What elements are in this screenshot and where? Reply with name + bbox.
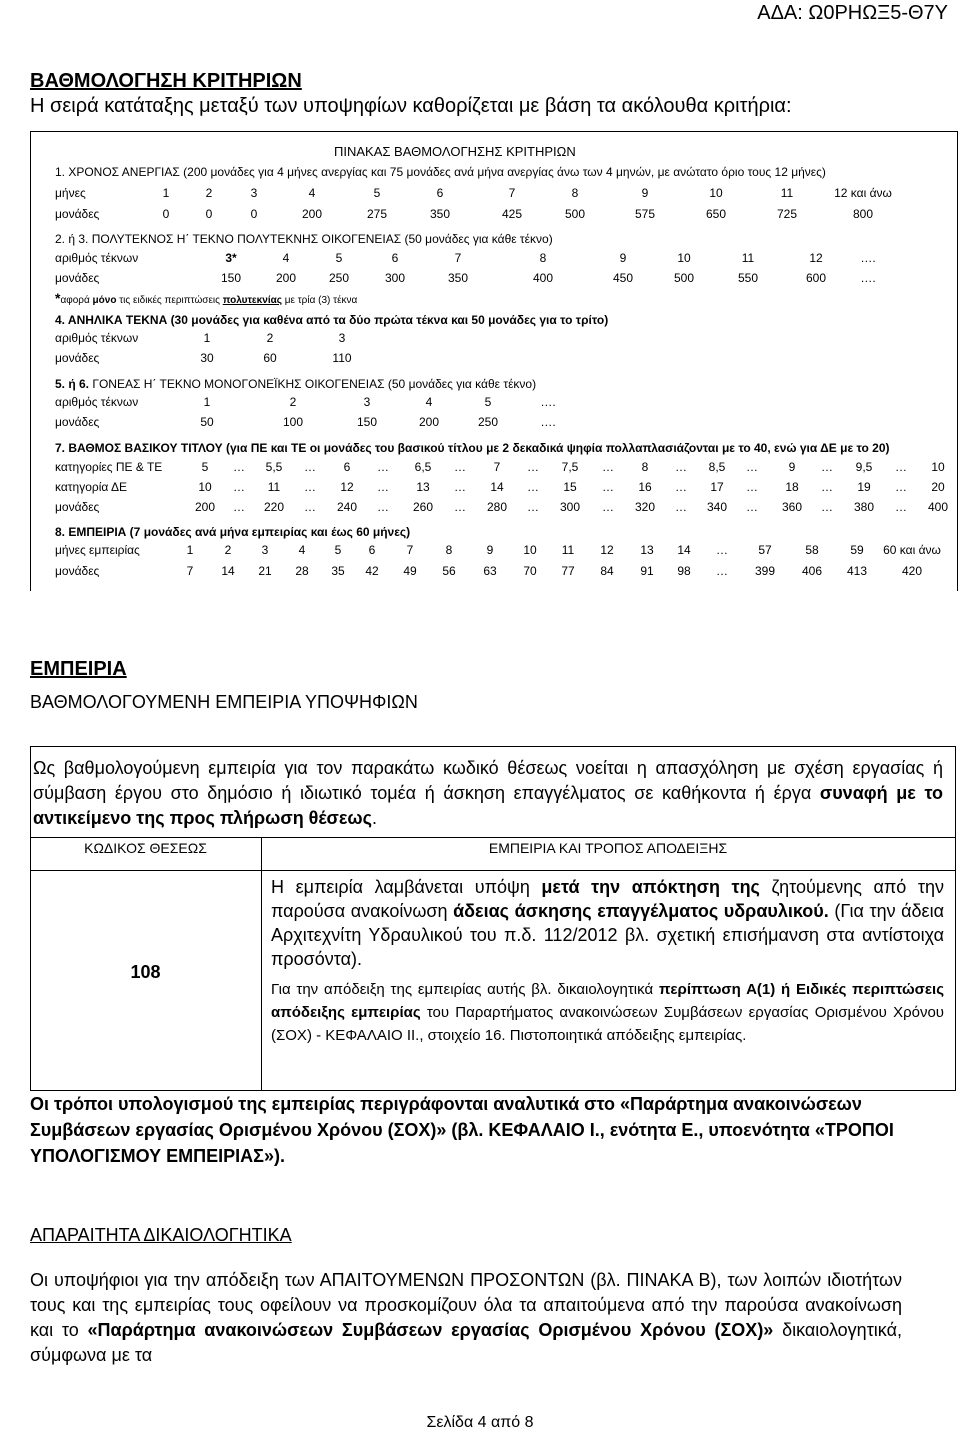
table-cell: 3: [363, 395, 371, 409]
table-cell: 60: [263, 351, 277, 365]
table-cell: 16: [638, 480, 652, 494]
experience-months-label: μήνες εμπειρίας: [55, 543, 140, 557]
table-cell: ….: [860, 251, 876, 265]
table-cell: 600: [805, 271, 827, 285]
table-cell: 350: [447, 271, 469, 285]
note-b: μόνο: [92, 295, 117, 306]
table-cell: 380: [853, 500, 875, 514]
p2-a: Για την απόδειξη της εμπειρίας αυτής βλ. δικαιολογητικά: [271, 981, 659, 998]
table-cell: 5: [201, 460, 209, 474]
unemployment-months-label: μήνες: [55, 186, 86, 200]
table-cell: 12: [600, 543, 614, 557]
table-cell: ….: [540, 415, 556, 429]
table-cell: 59: [850, 543, 864, 557]
table-cell: 2: [205, 186, 213, 200]
table-cell: 10: [198, 480, 212, 494]
table-cell: 150: [356, 415, 378, 429]
position-code: 108: [130, 962, 161, 982]
table-cell: 9: [619, 251, 627, 265]
table-cell: 30: [200, 351, 214, 365]
page-number: Σελίδα 4 από 8: [426, 1414, 534, 1431]
table-cell: …: [746, 460, 758, 474]
minor-children-title: 4. ΑΝΗΛΙΚΑ ΤΕΚΝΑ (30 μονάδες για καθένα από τα δύο πρώτα τέκνα και 50 μονάδες για το τρίτο): [55, 313, 609, 327]
table-cell: 10: [677, 251, 691, 265]
table-cell: …: [675, 480, 687, 494]
scoring-title: ΒΑΘΜΟΛΟΓΗΣΗ ΚΡΙΤΗΡΙΩΝ: [30, 70, 302, 92]
experience-condition: [271, 875, 944, 971]
table-cell: …: [716, 543, 728, 557]
table-cell: 280: [486, 500, 508, 514]
table-cell: …: [233, 480, 245, 494]
table-cell: 11: [267, 480, 281, 494]
table-cell: 650: [705, 207, 727, 221]
table-cell: 1: [162, 186, 170, 200]
table-cell: 42: [365, 564, 379, 578]
table-cell: 60 και άνω: [883, 543, 941, 557]
table-cell: 12 και άνω: [834, 186, 892, 200]
large-family-note: [55, 290, 357, 306]
table-cell: 500: [673, 271, 695, 285]
table-cell: 360: [781, 500, 803, 514]
table-cell: 420: [901, 564, 923, 578]
table-cell: 550: [737, 271, 759, 285]
note-d: πολυτεκνίας: [222, 295, 282, 306]
table-cell: …: [602, 480, 614, 494]
table-cell: 800: [852, 207, 874, 221]
table-cell: …: [304, 480, 316, 494]
single-parent-title-prefix: 5. ή 6.: [55, 377, 90, 391]
table-cell: …: [377, 460, 389, 474]
large-family-title: 2. ή 3. ΠΟΛΥΤΕΚΝΟΣ Η΄ ΤΕΚΝΟ ΠΟΛΥΤΕΚΝΗΣ ΟΙΚΟΓΕΝΕΙΑΣ (50 μονάδες για κάθε τέκνο): [55, 232, 553, 246]
table-cell: …: [675, 460, 687, 474]
table-cell: …: [454, 500, 466, 514]
table-cell: 6: [343, 460, 351, 474]
table-cell: 100: [282, 415, 304, 429]
table-cell: 17: [710, 480, 724, 494]
p1-a: Η εμπειρία λαμβάνεται υπόψη: [271, 877, 542, 897]
documents-text: [30, 1268, 902, 1368]
table-cell: 21: [258, 564, 272, 578]
table-cell: …: [377, 500, 389, 514]
single-parent-points-label: μονάδες: [55, 415, 100, 429]
table-cell: 2: [266, 331, 274, 345]
table-cell: 340: [706, 500, 728, 514]
documents-a: Οι υποψήφιοι για την απόδειξη των ΑΠΑΙΤΟΥΜΕΝΩΝ ΠΡΟΣΟΝΤΩΝ (βλ. ΠΙΝΑΚΑ Β), των λοιπών ιδιοτήτων τους και της εμπειρίας τους οφείλουν να προσκομίζουν όλα τα απαιτούμενα από την παρούσα ανακοίνωση και το: [30, 1270, 902, 1340]
table-cell: 0: [250, 207, 258, 221]
table-cell: 725: [776, 207, 798, 221]
experience-proof: [271, 978, 944, 1047]
table-cell: 575: [634, 207, 656, 221]
table-cell: ….: [540, 395, 556, 409]
table-cell: 58: [805, 543, 819, 557]
p1-b: μετά την απόκτηση της: [541, 877, 760, 897]
degree-grade-title: 7. ΒΑΘΜΟΣ ΒΑΣΙΚΟΥ ΤΙΤΛΟΥ (για ΠΕ και ΤΕ οι μονάδες του βασικού τίτλου με 2 δεκαδικά ψηφία πολλαπλασιάζονται με το 40, ενώ για ΔΕ με το 20): [55, 441, 890, 455]
p1-e: (Για την άδεια Αρχιτεχνίτη Υδραυλικού του π.δ. 112/2012 βλ. σχετική επισήμανση στα αντίστοιχα προσόντα).: [271, 901, 944, 969]
table-cell: 5,5: [265, 460, 283, 474]
table-cell: 260: [412, 500, 434, 514]
table-cell: 4: [282, 251, 290, 265]
document-code: ΑΔΑ: Ω0ΡΗΩΞ5-Θ7Υ: [757, 2, 948, 24]
table-cell: 98: [677, 564, 691, 578]
table-cell: 11: [780, 186, 794, 200]
table-cell: 7,5: [561, 460, 579, 474]
table-cell: 3: [250, 186, 258, 200]
table-cell: 13: [416, 480, 430, 494]
table-cell: 5: [334, 543, 342, 557]
table-cell: 11: [741, 251, 755, 265]
table-cell: 2: [224, 543, 232, 557]
table-cell: 250: [328, 271, 350, 285]
table-cell: 57: [758, 543, 772, 557]
table-cell: 350: [429, 207, 451, 221]
unemployment-title: 1. ΧΡΟΝΟΣ ΑΝΕΡΓΙΑΣ (200 μονάδες για 4 μήνες ανεργίας και 75 μονάδες ανά μήνα ανεργίας άνω των 4 μηνών, με ανώτατο όριο τους 12 μήνες): [55, 165, 826, 179]
experience-score-title: 8. ΕΜΠΕΙΡΙΑ (7 μονάδες ανά μήνα εμπειρίας και έως 60 μήνες): [55, 525, 411, 539]
table-cell: 14: [677, 543, 691, 557]
scoring-intro: Η σειρά κατάταξης μεταξύ των υποψηφίων καθορίζεται με βάση τα ακόλουθα κριτήρια:: [30, 95, 792, 117]
table-cell: 406: [801, 564, 823, 578]
table-cell: 3: [261, 543, 269, 557]
table-cell: 9: [788, 460, 796, 474]
degree-points-label: μονάδες: [55, 500, 100, 514]
table-cell: 3: [338, 331, 346, 345]
table-cell: 250: [477, 415, 499, 429]
table-cell: 1: [203, 331, 211, 345]
p1-d: άδειας άσκησης επαγγέλματος υδραυλικού.: [453, 901, 829, 921]
experience-intro: [33, 756, 943, 831]
experience-points-label: μονάδες: [55, 564, 100, 578]
table-cell: 413: [846, 564, 868, 578]
table-cell: 220: [263, 500, 285, 514]
table-cell: 300: [384, 271, 406, 285]
table-cell: 7: [186, 564, 194, 578]
note-e: με τρία (3) τέκνα: [281, 295, 358, 306]
table-cell: …: [602, 500, 614, 514]
table-cell: 4: [425, 395, 433, 409]
table-cell: 8: [445, 543, 453, 557]
table-cell: ….: [860, 271, 876, 285]
table-cell: …: [675, 500, 687, 514]
table-cell: 425: [501, 207, 523, 221]
table-cell: 6: [391, 251, 399, 265]
table-cell: 10: [709, 186, 723, 200]
table-cell: 200: [275, 271, 297, 285]
table-cell: 0: [205, 207, 213, 221]
table-cell: 0: [162, 207, 170, 221]
scoring-table-title: ΠΙΝΑΚΑΣ ΒΑΘΜΟΛΟΓΗΣΗΣ ΚΡΙΤΗΡΙΩΝ: [334, 144, 576, 159]
table-cell: 8,5: [708, 460, 726, 474]
table-cell: …: [746, 500, 758, 514]
p1-c: ζητούμενης από την παρούσα ανακοίνωση: [271, 877, 944, 921]
table-cell: 200: [194, 500, 216, 514]
table-cell: 5: [373, 186, 381, 200]
table-cell: 15: [563, 480, 577, 494]
table-cell: 4: [308, 186, 316, 200]
table-cell: …: [304, 500, 316, 514]
large-family-points-label: μονάδες: [55, 271, 100, 285]
table-cell: 11: [561, 543, 575, 557]
unemployment-points-label: μονάδες: [55, 207, 100, 221]
table-cell: 91: [640, 564, 654, 578]
table-cell: …: [895, 500, 907, 514]
experience-proof-header: ΕΜΠΕΙΡΙΑ ΚΑΙ ΤΡΟΠΟΣ ΑΠΟΔΕΙΞΗΣ: [488, 840, 728, 856]
table-cell: 7: [508, 186, 516, 200]
table-cell: 35: [331, 564, 345, 578]
note-star: *: [55, 290, 61, 306]
p2-c: του Παραρτήματος ανακοινώσεων Συμβάσεων εργασίας Ορισμένου Χρόνου (ΣΟΧ) - ΚΕΦΑΛΑΙΟ ΙΙ., στοιχείο 16. Πιστοποιητικά απόδειξης εμπειρίας.: [271, 1004, 944, 1044]
table-cell: …: [527, 480, 539, 494]
table-cell: …: [716, 564, 728, 578]
documents-c: δικαιολογητικά, σύμφωνα με τα: [30, 1320, 902, 1365]
table-cell: 18: [785, 480, 799, 494]
experience-intro-a: Ως βαθμολογούμενη εμπειρία για τον παρακάτω κωδικό θέσεως νοείται η απασχόληση με σχέση εργασίας ή σύμβαση έργου στο δημόσιο ή ιδιωτικό τομέα ή άσκηση επαγγέλματος σε καθήκοντα ή έργα: [33, 758, 943, 803]
table-cell: …: [602, 460, 614, 474]
table-cell: 28: [295, 564, 309, 578]
experience-intro-c: .: [371, 808, 377, 828]
table-cell: 6: [436, 186, 444, 200]
table-cell: …: [454, 480, 466, 494]
note-a: αφορά: [60, 295, 93, 306]
table-cell: 8: [539, 251, 547, 265]
position-code-header: ΚΩΔΙΚΟΣ ΘΕΣΕΩΣ: [84, 840, 207, 856]
table-cell: 6: [368, 543, 376, 557]
single-parent-children-label: αριθμός τέκνων: [55, 395, 139, 409]
table-cell: …: [821, 480, 833, 494]
minor-children-points-label: μονάδες: [55, 351, 100, 365]
table-cell: 10: [523, 543, 537, 557]
table-cell: 20: [931, 480, 945, 494]
table-cell: 6,5: [414, 460, 432, 474]
table-cell: 7: [406, 543, 414, 557]
table-cell: …: [527, 460, 539, 474]
table-cell: 5: [335, 251, 343, 265]
table-cell: 110: [332, 351, 352, 365]
table-cell: 14: [490, 480, 504, 494]
table-cell: 5: [484, 395, 492, 409]
table-cell: …: [527, 500, 539, 514]
p2-b: περίπτωση Α(1) ή Ειδικές περιπτώσεις απόδειξης εμπειρίας: [271, 981, 944, 1021]
table-cell: 10: [931, 460, 945, 474]
note-c: τις ειδικές περιπτώσεις: [116, 295, 223, 306]
table-cell: 19: [857, 480, 871, 494]
experience-subtitle: ΒΑΘΜΟΛΟΓΟΥΜΕΝΗ ΕΜΠΕΙΡΙΑ ΥΠΟΨΗΦΙΩΝ: [30, 692, 418, 712]
table-cell: …: [895, 460, 907, 474]
documents-b: «Παράρτημα ανακοινώσεων Συμβάσεων εργασίας Ορισμένου Χρόνου (ΣΟΧ)»: [87, 1320, 774, 1340]
table-cell: 7: [493, 460, 501, 474]
table-cell: 7: [454, 251, 462, 265]
table-cell: 77: [561, 564, 575, 578]
table-cell: 450: [612, 271, 634, 285]
table-cell: 49: [403, 564, 417, 578]
table-cell: 1: [186, 543, 194, 557]
table-cell: 2: [289, 395, 297, 409]
single-parent-title: [55, 377, 536, 391]
table-cell: …: [304, 460, 316, 474]
table-cell: 8: [641, 460, 649, 474]
large-family-children-label: αριθμός τέκνων: [55, 251, 139, 265]
table-cell: 70: [523, 564, 537, 578]
table-cell: 500: [564, 207, 586, 221]
table-cell: 399: [754, 564, 776, 578]
documents-title: [30, 1225, 292, 1246]
minor-children-label: αριθμός τέκνων: [55, 331, 139, 345]
table-cell: …: [821, 460, 833, 474]
table-cell: 12: [340, 480, 354, 494]
table-cell: 8: [571, 186, 579, 200]
table-cell: 320: [634, 500, 656, 514]
table-cell: 56: [442, 564, 456, 578]
table-cell: 300: [559, 500, 581, 514]
table-cell: 63: [483, 564, 497, 578]
table-cell: 84: [600, 564, 614, 578]
table-cell: …: [454, 460, 466, 474]
documents-title-text: ΑΠΑΡΑΙΤΗΤΑ ΔΙΚΑΙΟΛΟΓΗΤΙΚΑ: [30, 1225, 292, 1245]
table-cell: 9: [641, 186, 649, 200]
table-cell: 9,5: [855, 460, 873, 474]
experience-intro-b: συναφή με το αντικείμενο της προς πλήρωση θέσεως: [33, 783, 943, 828]
degree-de-label: κατηγορία ΔΕ: [55, 480, 127, 494]
calculation-methods: Οι τρόποι υπολογισμού της εμπειρίας περιγράφονται αναλυτικά στο «Παράρτημα ανακοινώσεων Συμβάσεων εργασίας Ορισμένου Χρόνου (ΣΟΧ)» (βλ. ΚΕΦΑΛΑΙΟ Ι., ενότητα Ε., υποενότητα «ΤΡΟΠΟΙ ΥΠΟΛΟΓΙΣΜΟΥ ΕΜΠΕΙΡΙΑΣ»).: [30, 1094, 894, 1166]
table-cell: …: [746, 480, 758, 494]
degree-pe-te-label: κατηγορίες ΠΕ & ΤΕ: [55, 460, 163, 474]
table-cell: 50: [200, 415, 214, 429]
table-cell: 9: [486, 543, 494, 557]
table-cell: 4: [298, 543, 306, 557]
table-cell: 13: [640, 543, 654, 557]
table-cell: 1: [203, 395, 211, 409]
table-cell: 400: [927, 500, 949, 514]
table-cell: 3*: [225, 251, 237, 265]
table-cell: 200: [418, 415, 440, 429]
table-cell: 240: [336, 500, 358, 514]
table-cell: 275: [366, 207, 388, 221]
experience-title: ΕΜΠΕΙΡΙΑ: [30, 658, 127, 680]
table-cell: 400: [532, 271, 554, 285]
table-cell: …: [233, 460, 245, 474]
table-cell: 12: [809, 251, 823, 265]
single-parent-title-display: ΓΟΝΕΑΣ Η΄ ΤΕΚΝΟ ΜΟΝΟΓΟΝΕΪΚΗΣ ΟΙΚΟΓΕΝΕΙΑΣ (50 μονάδες για κάθε τέκνο): [92, 377, 537, 391]
table-cell: …: [895, 480, 907, 494]
table-cell: 200: [301, 207, 323, 221]
table-cell: 150: [220, 271, 242, 285]
table-cell: …: [233, 500, 245, 514]
table-cell: …: [821, 500, 833, 514]
table-cell: …: [377, 480, 389, 494]
table-cell: 14: [221, 564, 235, 578]
